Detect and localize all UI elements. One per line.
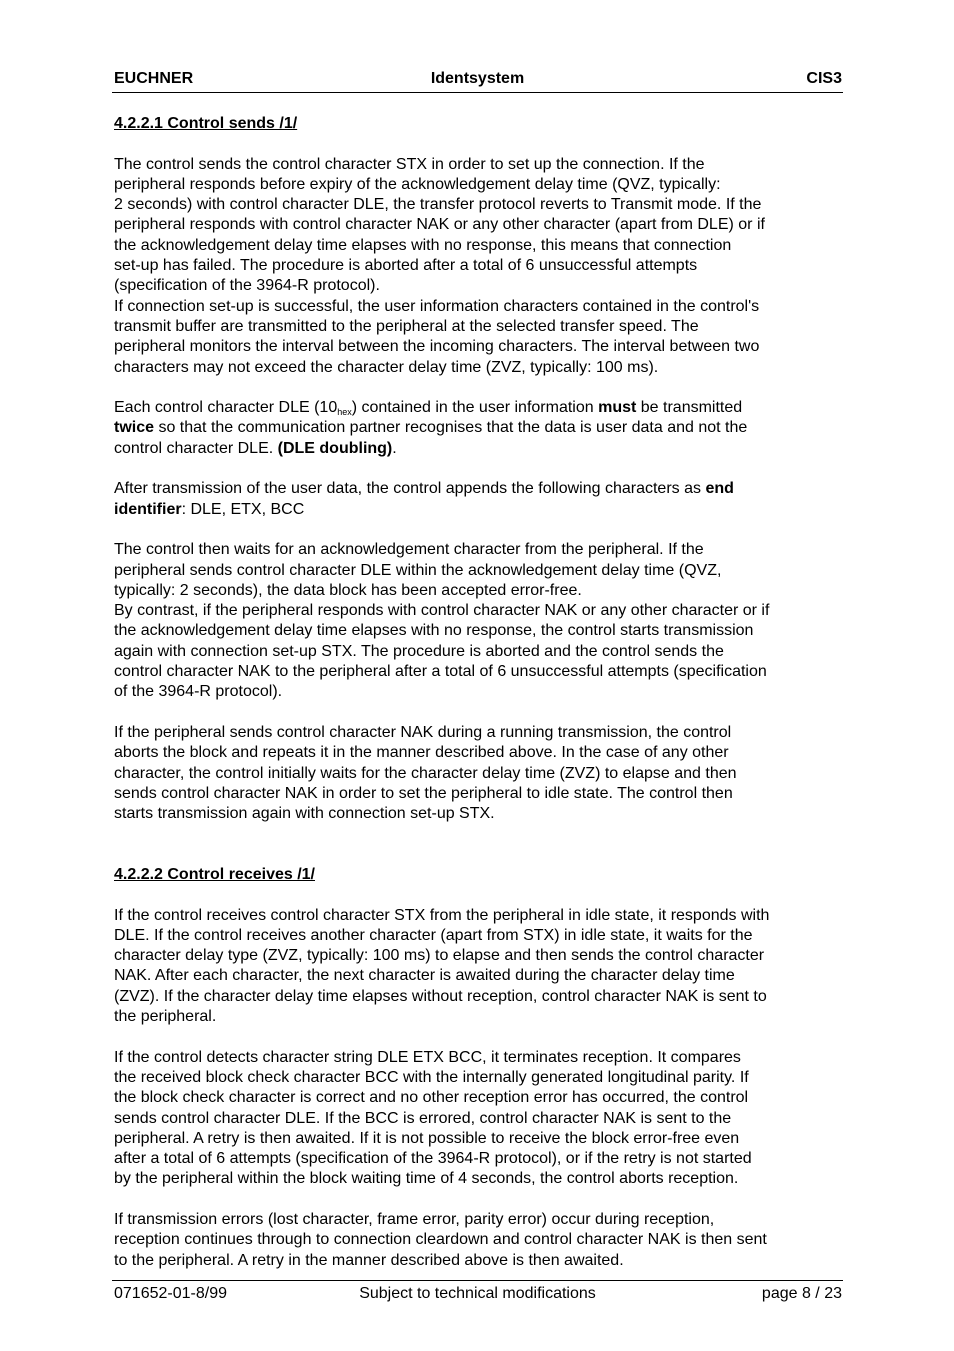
text-line: reception continues through to connection cleardown and control character NAK is then sent	[114, 1231, 767, 1249]
paragraph-end-identifier	[114, 479, 844, 520]
text-run: : DLE, ETX, BCC	[181, 500, 305, 518]
text-line: By contrast, if the peripheral responds with control character NAK or any other character or if	[114, 602, 770, 620]
text-line: the peripheral.	[114, 1008, 217, 1026]
text-line: peripheral monitors the interval between the incoming characters. The interval between two	[114, 338, 760, 356]
text-line: set-up has failed. The procedure is aborted after a total of 6 unsuccessful attempts	[114, 257, 698, 275]
emphasis-end: end	[705, 480, 734, 498]
footer-page-number: page 8 / 23	[761, 1285, 842, 1302]
text-line: after a total of 6 attempts (specification of the 3964-R protocol), or if the retry is not started	[114, 1150, 752, 1168]
text-line: If the peripheral sends control character NAK during a running transmission, the control	[114, 723, 732, 741]
paragraph-connection-setup	[114, 155, 844, 378]
text-run: Each control character DLE (10	[114, 399, 338, 417]
subscript-hex: hex	[337, 407, 352, 418]
emphasis-identifier: identifier	[114, 500, 182, 518]
text-line: the acknowledgement delay time elapses with no response, the control starts transmission	[114, 622, 754, 640]
text-run: ) contained in the user information	[351, 399, 599, 417]
header-title: Identsystem	[430, 70, 525, 87]
text-line: peripheral sends control character DLE within the acknowledgement delay time (QVZ,	[114, 561, 722, 579]
text-run: .	[392, 439, 397, 457]
text-line: NAK. After each character, the next character is awaited during the character delay time	[114, 967, 735, 985]
text-line: If connection set-up is successful, the user information characters contained in the control's	[114, 297, 760, 315]
footer-doc-number: 071652-01-8/99	[114, 1285, 227, 1302]
page-content	[114, 114, 844, 1271]
section-heading-control-sends: 4.2.2.1 Control sends /1/	[114, 115, 298, 132]
text-line: The control sends the control character STX in order to set up the connection. If the	[114, 155, 705, 173]
page-header	[112, 68, 843, 93]
paragraph-dle-doubling	[114, 398, 844, 459]
header-company: EUCHNER	[114, 70, 194, 87]
text-line: by the peripheral within the block waiting time of 4 seconds, the control aborts reception.	[114, 1170, 739, 1188]
text-line: the received block check character BCC with the internally generated longitudinal parity. If	[114, 1068, 749, 1086]
section-heading-control-receives: 4.2.2.2 Control receives /1/	[114, 865, 315, 883]
text-line: peripheral. A retry is then awaited. If it is not possible to receive the block error-free even	[114, 1129, 740, 1147]
emphasis-must: must	[598, 399, 637, 417]
header-product: CIS3	[806, 70, 842, 87]
page-footer	[112, 1280, 843, 1307]
text-run: After transmission of the user data, the control appends the following characters as	[114, 480, 706, 498]
paragraph-block-check	[114, 1048, 844, 1190]
text-line: character, the control initially waits for the character delay time (ZVZ) to elapse and then	[114, 764, 737, 782]
text-line: DLE. If the control receives another character (apart from STX) in idle state, it waits for the	[114, 926, 753, 944]
text-line: If the control receives control character STX from the peripheral in idle state, it responds with	[114, 906, 770, 924]
footer-notice: Subject to technical modifications	[359, 1285, 596, 1302]
text-line: peripheral responds with control character NAK or any other character (apart from DLE) or if	[114, 216, 765, 234]
text-line: typically: 2 seconds), the data block has been accepted error-free.	[114, 581, 582, 599]
text-line: The control then waits for an acknowledgement character from the peripheral. If the	[114, 541, 704, 559]
paragraph-receive-idle	[114, 906, 844, 1028]
text-line: (ZVZ). If the character delay time elapses without reception, control character NAK is sent to	[114, 987, 767, 1005]
text-line: If the control detects character string DLE ETX BCC, it terminates reception. It compares	[114, 1048, 741, 1066]
text-line: control character NAK to the peripheral after a total of 6 unsuccessful attempts (specification	[114, 663, 767, 681]
text-line: transmit buffer are transmitted to the peripheral at the selected transfer speed. The	[114, 317, 699, 335]
text-line: 2 seconds) with control character DLE, the transfer protocol reverts to Transmit mode. If the	[114, 196, 762, 214]
text-line: sends control character NAK in order to set the peripheral to idle state. The control then	[114, 784, 733, 802]
text-line: starts transmission again with connection set-up STX.	[114, 805, 495, 823]
text-line: characters may not exceed the character delay time (ZVZ, typically: 100 ms).	[114, 358, 659, 376]
text-line: the block check character is correct and no other reception error has occurred, the control	[114, 1089, 749, 1107]
emphasis-dle-doubling: (DLE doubling)	[277, 439, 393, 457]
text-line: aborts the block and repeats it in the manner described above. In the case of any other	[114, 744, 729, 762]
text-line: to the peripheral. A retry in the manner described above is then awaited.	[114, 1251, 624, 1269]
text-line: of the 3964-R protocol).	[114, 683, 283, 701]
text-line: the acknowledgement delay time elapses with no response, this means that connection	[114, 236, 732, 254]
text-run: control character DLE.	[114, 439, 278, 457]
text-line: peripheral responds before expiry of the acknowledgement delay time (QVZ, typically:	[114, 175, 721, 193]
paragraph-nak-handling	[114, 723, 844, 824]
paragraph-transmission-errors	[114, 1210, 844, 1271]
text-run: so that the communication partner recognises that the data is user data and not the	[154, 419, 748, 437]
paragraph-acknowledgement	[114, 540, 844, 702]
text-line: sends control character DLE. If the BCC is errored, control character NAK is sent to the	[114, 1109, 732, 1127]
text-run: be transmitted	[636, 399, 743, 417]
text-line: If transmission errors (lost character, frame error, parity error) occur during reception,	[114, 1211, 715, 1229]
text-line: (specification of the 3964-R protocol).	[114, 277, 380, 295]
text-line: character delay type (ZVZ, typically: 100 ms) to elapse and then sends the control character	[114, 947, 765, 965]
text-line: again with connection set-up STX. The procedure is aborted and the control sends the	[114, 642, 724, 660]
emphasis-twice: twice	[114, 419, 155, 437]
